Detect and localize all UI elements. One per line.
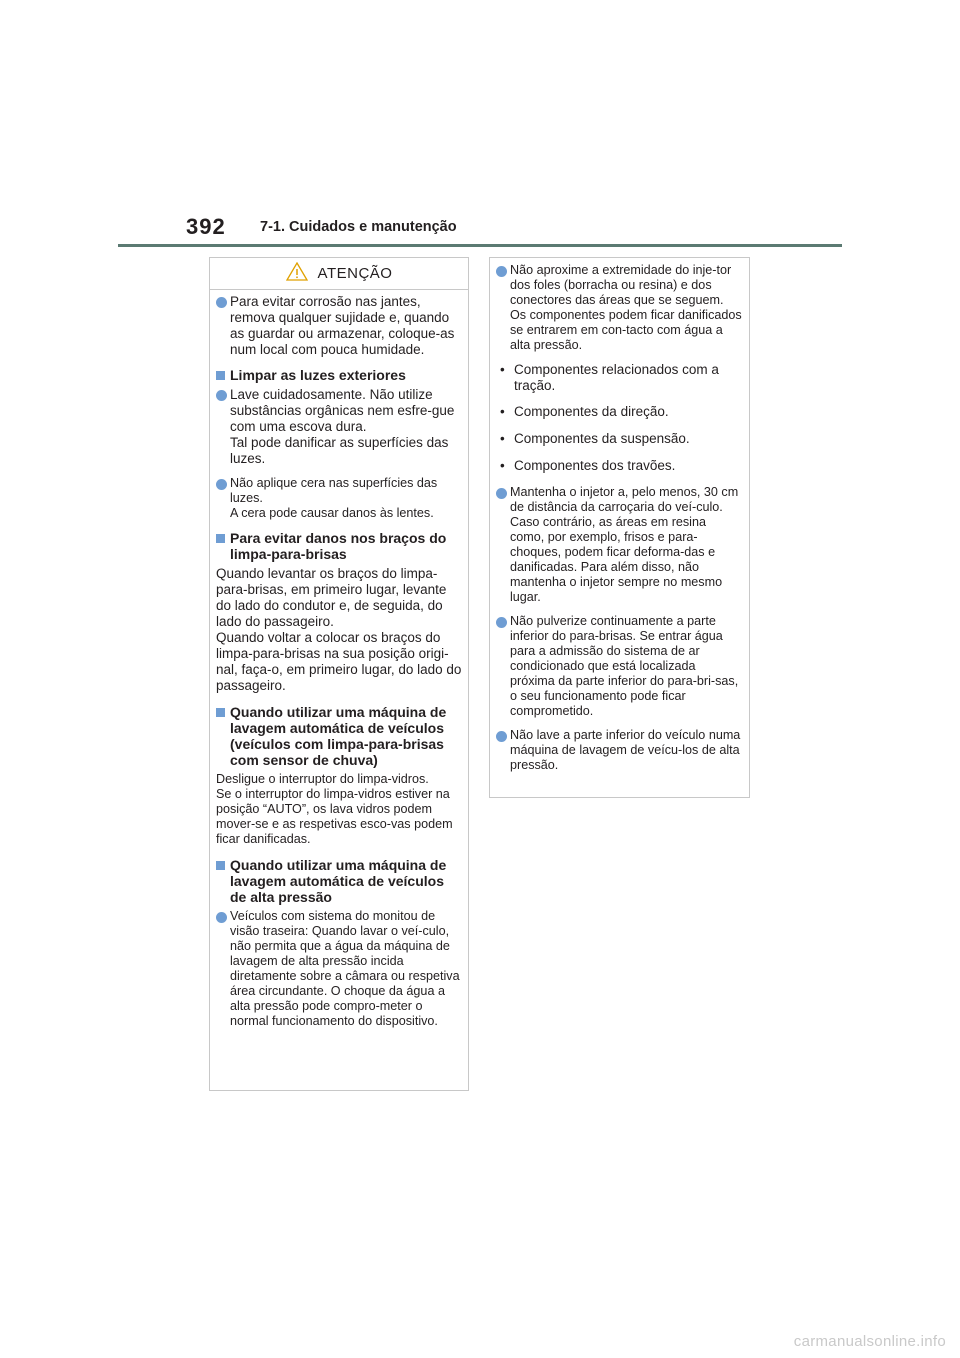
- square-bullet-icon: [216, 861, 225, 870]
- bullet-text-line: Não aplique cera nas superfícies das luzes.: [230, 476, 438, 505]
- dash-bullet-icon: •: [500, 431, 505, 446]
- list-item: [496, 458, 743, 474]
- paragraph-line: Quando levantar os braços do limpa-para-brisas, em primeiro lugar, levante do lado do condutor e, de seguida, do lado do passageiro.: [216, 566, 447, 629]
- bullet-dot-icon: [216, 479, 227, 490]
- bullet-text: Não aproxime a extremidade do inje-tor dos foles (borracha ou resina) e dos conectores das áreas que se seguem. Os componentes podem ficar danificados se entrarem em con-tacto com água a alta pressão.: [510, 263, 742, 352]
- list-item: [496, 362, 743, 394]
- warning-body-left: [210, 290, 468, 1044]
- bullet-text: Não pulverize continuamente a parte inferior do para-brisas. Se entrar água para a admissão do sistema de ar condicionado que está localizada próxima da parte inferior do para-bri-sas, o seu funcionamento pode ficar comprometido.: [510, 614, 739, 718]
- list-item: [496, 431, 743, 447]
- square-bullet-icon: [216, 534, 225, 543]
- bullet-dot-icon: [496, 488, 507, 499]
- bullet-dot-icon: [496, 731, 507, 742]
- bullet-text-line: Lave cuidadosamente. Não utilize substâncias orgânicas nem esfre-gue com uma escova dura.: [230, 387, 455, 434]
- section-title: 7-1. Cuidados e manutenção: [260, 219, 457, 235]
- subheading-text: Quando utilizar uma máquina de lavagem automática de veículos (veículos com limpa-para-brisas com sensor de chuva): [230, 704, 447, 768]
- bullet-text-line: Tal pode danificar as superfícies das luzes.: [230, 435, 449, 466]
- list-item: [216, 909, 462, 1029]
- dash-bullet-icon: •: [500, 458, 505, 473]
- list-item: [216, 387, 462, 467]
- subheading-text: Quando utilizar uma máquina de lavagem automática de veículos de alta pressão: [230, 857, 447, 905]
- paragraph: [216, 772, 462, 847]
- page-number: 392: [186, 214, 226, 239]
- list-item: [216, 476, 462, 521]
- subheading-text: Limpar as luzes exteriores: [230, 367, 406, 383]
- list-item: [496, 263, 743, 353]
- list-item: [496, 614, 743, 719]
- subheading: [216, 704, 462, 768]
- bullet-text: Componentes relacionados com a tração.: [514, 362, 719, 393]
- list-item: [496, 404, 743, 420]
- bullet-dot-icon: [216, 912, 227, 923]
- warning-triangle-icon: [286, 262, 308, 286]
- paragraph: [216, 566, 462, 694]
- bullet-text: Veículos com sistema do monitou de visão traseira: Quando lavar o veí-culo, não permita que a água da máquina de lavagem de alta pressão incida diretamente sobre a câmara ou respetiva área circundante. O choque da água a alta pressão pode compro-meter o normal funcionamento do dispositivo.: [230, 909, 460, 1028]
- bullet-text: [230, 387, 462, 467]
- list-item: [216, 294, 462, 358]
- list-item: [496, 485, 743, 605]
- paragraph-line: Quando voltar a colocar os braços do limpa-para-brisas na sua posição origi-nal, faça-o, em primeiro lugar, do lado do passageiro.: [216, 630, 462, 693]
- bullet-dot-icon: [496, 617, 507, 628]
- square-bullet-icon: [216, 371, 225, 380]
- subheading-text: Para evitar danos nos braços do limpa-para-brisas: [230, 530, 447, 562]
- warning-header: [210, 258, 468, 290]
- bullet-text: Não lave a parte inferior do veículo numa máquina de lavagem de veícu-los de alta pressão.: [510, 728, 741, 772]
- bullet-text: Componentes da direção.: [514, 404, 669, 419]
- header-rule: [118, 244, 842, 247]
- bullet-text: Para evitar corrosão nas jantes, remova qualquer sujidade e, quando as guardar ou armazenar, coloque-as num local com pouca humidade.: [230, 294, 455, 357]
- bullet-dot-icon: [496, 266, 507, 277]
- bullet-dot-icon: [216, 390, 227, 401]
- bullet-text: Mantenha o injetor a, pelo menos, 30 cm de distância da carroçaria do veí-culo. Caso contrário, as áreas em resina como, por exemplo, frisos e para-choques, podem ficar deforma-das e danificadas. Para além disso, não mantenha o injetor sempre no mesmo lugar.: [510, 485, 739, 604]
- paragraph-line: Desligue o interruptor do limpa-vidros.: [216, 772, 429, 786]
- bullet-text-line: A cera pode causar danos às lentes.: [230, 506, 434, 520]
- subheading: [216, 530, 462, 562]
- dash-bullet-icon: •: [500, 404, 505, 419]
- warning-panel-right: [489, 257, 750, 798]
- warning-body-right: [490, 258, 749, 788]
- bullet-text: Componentes da suspensão.: [514, 431, 690, 446]
- square-bullet-icon: [216, 708, 225, 717]
- dash-bullet-icon: •: [500, 362, 505, 377]
- subheading: [216, 857, 462, 905]
- warning-label: ATENÇÃO: [317, 265, 393, 282]
- bullet-text: [230, 476, 462, 521]
- bullet-dot-icon: [216, 297, 227, 308]
- paragraph-line: Se o interruptor do limpa-vidros estiver na posição “AUTO”, os lava vidros podem mover-se e as respetivas esco-vas podem ficar danificadas.: [216, 787, 453, 846]
- warning-panel-left: [209, 257, 469, 1091]
- watermark: carmanualsonline.info: [793, 1333, 946, 1350]
- list-item: [496, 728, 743, 773]
- bullet-text: Componentes dos travões.: [514, 458, 676, 473]
- subheading: [216, 367, 462, 383]
